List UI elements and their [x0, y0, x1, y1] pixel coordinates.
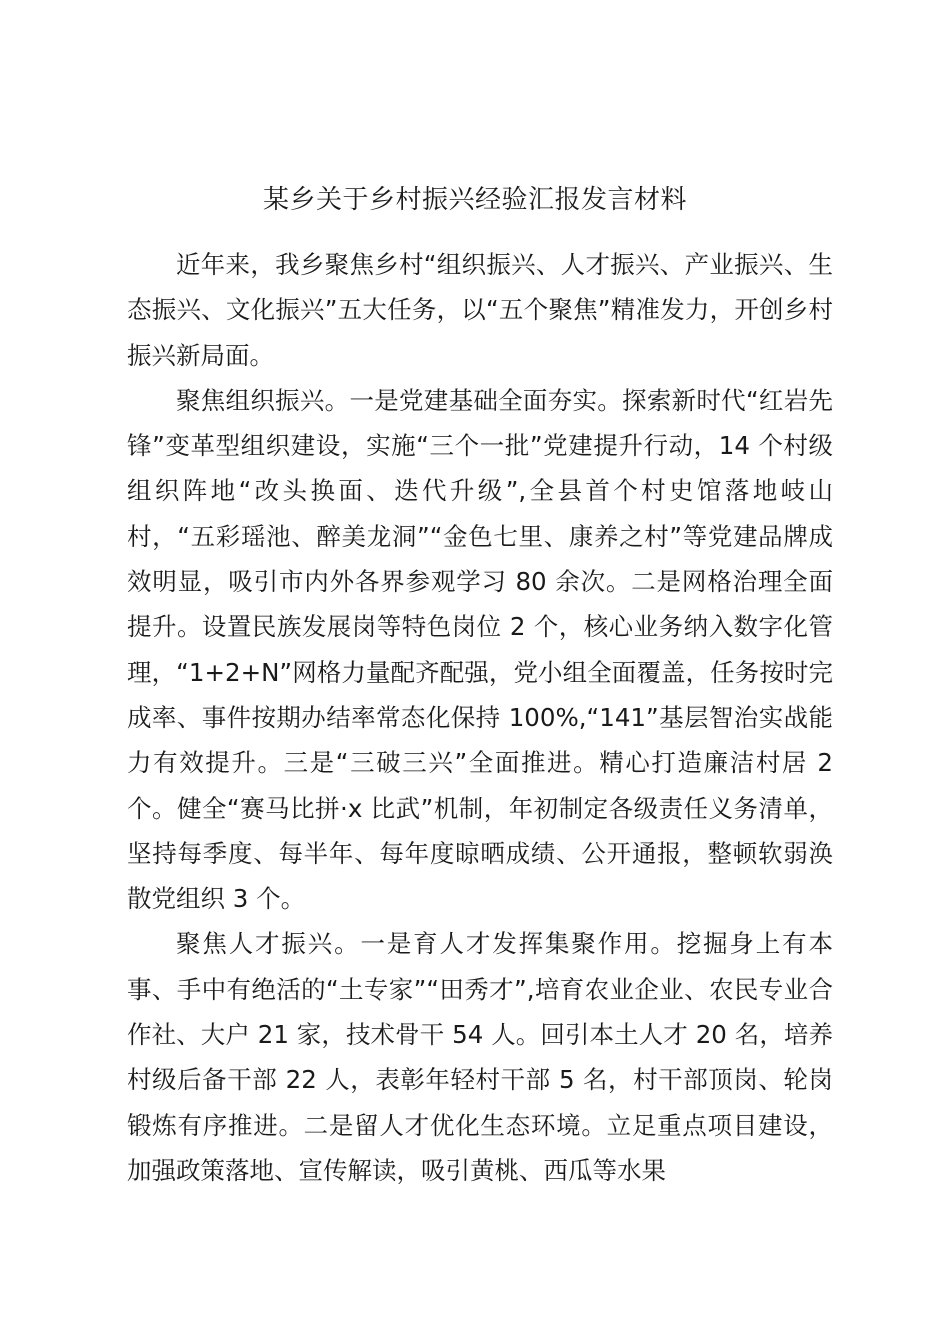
document-title: 某乡关于乡村振兴经验汇报发言材料 [262, 185, 687, 215]
paragraph-intro: 近年来，我乡聚焦乡村“组织振兴、人才振兴、产业振兴、生态振兴、文化振兴”五大任务，以“五个聚焦”精准发力，开创乡村振兴新局面。 [127, 250, 833, 370]
paragraph-organization-revitalization: 聚焦组织振兴。一是党建基础全面夯实。探索新时代“红岩先锋”变革型组织建设，实施“三个一批”党建提升行动，14 个村级组织阵地“改头换面、迭代升级”,全县首个村史馆落地岐山村，“五彩瑶池、醉美龙洞”“金色七里、康养之村”等党建品牌成效明显，吸引市内外各界参观学习 80 余次。二是网格治理全面提升。设置民族发展岗等特色岗位 2 个，核心业务纳入数字化管理，“1+2+N”网格力量配齐配强，党小组全面覆盖，任务按时完成率、事件按期办结率常态化保持 100%,“141”基层智治实战能力有效提升。三是“三破三兴”全面推进。精心打造廉洁村居 2 个。健全“赛马比拼·x 比武”机制，年初制定各级责任义务清单，坚持每季度、每半年、每年度晾晒成绩、公开通报，整顿软弱涣散党组织 3 个。 [127, 385, 833, 914]
paragraph-talent-revitalization: 聚焦人才振兴。一是育人才发挥集聚作用。挖掘身上有本事、手中有绝活的“土专家”“田秀才”,培育农业企业、农民专业合作社、大户 21 家，技术骨干 54 人。回引本土人才 20 名，培养村级后备干部 22 人，表彰年轻村干部 5 名，村干部顶岗、轮岗锻炼有序推进。二是留人才优化生态环境。立足重点项目建设，加强政策落地、宣传解读，吸引黄桃、西瓜等水果 [127, 929, 833, 1185]
document-body [127, 242, 833, 1193]
